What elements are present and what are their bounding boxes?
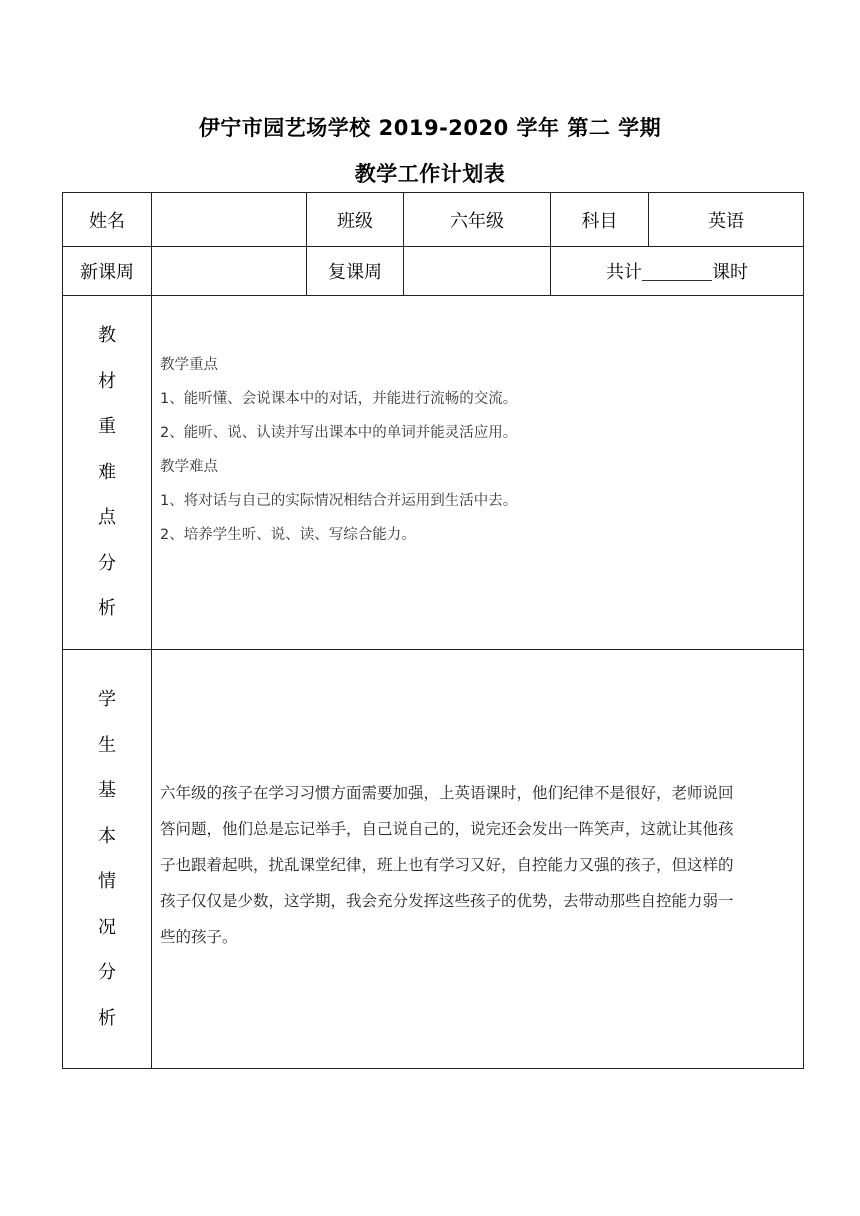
students-label-char: 基 xyxy=(98,780,116,801)
students-label xyxy=(63,650,152,1069)
page-subtitle: 教学工作计划表 xyxy=(354,162,506,186)
total-hours-blank xyxy=(642,262,712,281)
analysis-content xyxy=(152,296,804,650)
students-label-char: 学 xyxy=(98,689,116,710)
students-label-char: 况 xyxy=(98,916,116,938)
name-label: 姓名 xyxy=(63,193,152,247)
table-row xyxy=(63,247,804,296)
subject-value: 英语 xyxy=(649,193,804,247)
analysis-label xyxy=(63,296,152,650)
class-label: 班级 xyxy=(307,193,404,247)
analysis-line: 1、将对话与自己的实际情况相结合并运用到生活中去。 xyxy=(160,493,518,509)
analysis-line: 教学重点 xyxy=(160,357,218,373)
table-row xyxy=(63,296,804,650)
students-content xyxy=(152,650,804,1069)
page-title: 伊宁市园艺场学校 2019-2020 学年 第二 学期 xyxy=(198,116,662,140)
plan-table xyxy=(62,192,804,1069)
analysis-line: 教学难点 xyxy=(160,459,218,475)
analysis-line: 2、培养学生听、说、读、写综合能力。 xyxy=(160,527,416,543)
new-week-label: 新课周 xyxy=(63,247,152,296)
analysis-label-char: 重 xyxy=(98,416,116,438)
total-hours-cell xyxy=(551,247,804,296)
analysis-line: 1、能听懂、会说课本中的对话，并能进行流畅的交流。 xyxy=(160,391,518,407)
students-line: 答问题，他们总是忘记举手，自己说自己的，说完还会发出一阵笑声，这就让其他孩 xyxy=(160,820,734,838)
analysis-line: 2、能听、说、认读并写出课本中的单词并能灵活应用。 xyxy=(160,425,518,441)
analysis-label-char: 析 xyxy=(98,598,116,620)
students-label-char: 析 xyxy=(98,1007,116,1029)
class-value: 六年级 xyxy=(404,193,551,247)
total-suffix: 课时 xyxy=(712,262,748,283)
students-label-char: 分 xyxy=(98,962,116,983)
analysis-label-char: 教 xyxy=(98,325,116,347)
analysis-label-char: 点 xyxy=(98,507,116,529)
subject-label: 科目 xyxy=(551,193,649,247)
students-line: 子也跟着起哄，扰乱课堂纪律，班上也有学习又好，自控能力又强的孩子，但这样的 xyxy=(160,856,734,874)
name-value xyxy=(152,193,307,247)
students-label-char: 本 xyxy=(98,825,116,847)
students-label-char: 生 xyxy=(98,734,116,756)
analysis-label-char: 难 xyxy=(98,461,116,483)
review-week-label: 复课周 xyxy=(307,247,404,296)
students-line: 孩子仅仅是少数，这学期，我会充分发挥这些孩子的优势，去带动那些自控能力弱一 xyxy=(160,892,734,910)
students-line: 些的孩子。 xyxy=(160,928,238,946)
total-prefix: 共计 xyxy=(606,262,642,283)
table-row xyxy=(63,650,804,1069)
analysis-label-char: 材 xyxy=(98,370,116,392)
students-line: 六年级的孩子在学习习惯方面需要加强，上英语课时，他们纪律不是很好，老师说回 xyxy=(160,784,734,802)
students-label-char: 情 xyxy=(98,871,116,892)
table-row xyxy=(63,193,804,247)
analysis-label-char: 分 xyxy=(98,552,116,574)
new-week-value xyxy=(152,247,307,296)
review-week-value xyxy=(404,247,551,296)
